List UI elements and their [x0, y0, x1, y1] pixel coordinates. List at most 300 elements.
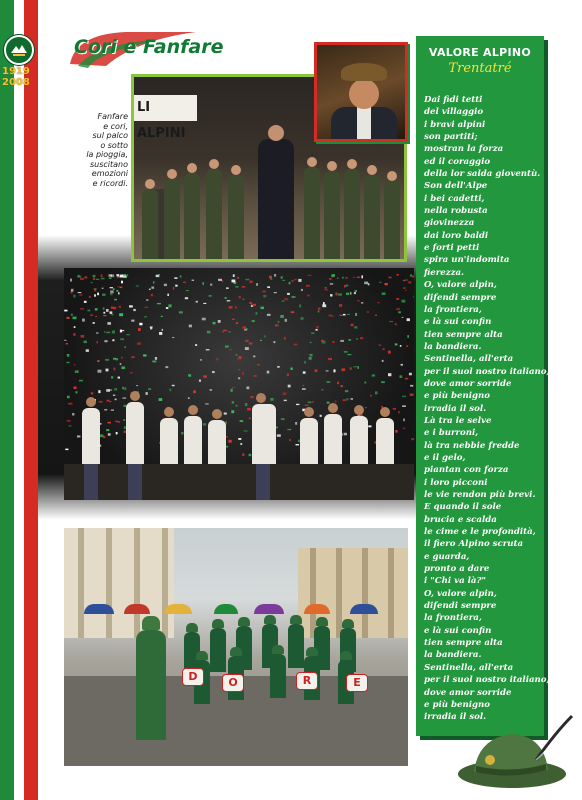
confetti-piece	[109, 401, 111, 402]
confetti-piece	[205, 403, 209, 404]
confetti-piece	[276, 427, 278, 429]
confetti-piece	[335, 293, 337, 296]
confetti-piece	[243, 299, 245, 300]
poem-line: i bei cadetti,	[424, 193, 485, 204]
confetti-piece	[218, 320, 221, 323]
confetti-piece	[77, 436, 80, 438]
confetti-piece	[289, 439, 291, 441]
poem-line: dai loro baldi	[424, 230, 489, 241]
confetti-piece	[114, 388, 117, 391]
confetti-piece	[301, 289, 303, 291]
poem-line: e guarda,	[424, 551, 470, 562]
confetti-piece	[69, 425, 72, 426]
confetti-piece	[345, 277, 348, 278]
confetti-piece	[237, 277, 239, 279]
poem-line: Dai fidi tetti	[424, 95, 483, 105]
confetti-piece	[348, 339, 351, 341]
confetti-piece	[172, 385, 175, 386]
confetti-piece	[401, 364, 403, 366]
confetti-piece	[361, 302, 363, 303]
poem-line: O, valore alpin,	[424, 280, 497, 291]
confetti-piece	[93, 278, 95, 280]
confetti-piece	[112, 331, 115, 334]
confetti-piece	[169, 389, 171, 392]
confetti-piece	[284, 298, 287, 300]
confetti-piece	[379, 282, 382, 283]
confetti-piece	[98, 390, 100, 393]
confetti-piece	[96, 279, 100, 280]
confetti-piece	[370, 395, 372, 397]
confetti-piece	[232, 280, 236, 283]
confetti-piece	[244, 329, 247, 330]
confetti-piece	[192, 280, 195, 281]
confetti-piece	[408, 281, 411, 283]
confetti-piece	[111, 376, 113, 378]
confetti-piece	[188, 397, 190, 399]
confetti-piece	[410, 394, 414, 396]
poem-line: dove amor sorride	[424, 687, 512, 698]
confetti-piece	[249, 302, 252, 304]
confetti-piece	[226, 287, 229, 289]
confetti-piece	[239, 296, 241, 298]
confetti-piece	[298, 279, 301, 282]
confetti-piece	[155, 357, 157, 360]
flag-stripe-green	[0, 0, 14, 800]
confetti-piece	[144, 316, 147, 317]
confetti-piece	[133, 309, 136, 311]
confetti-piece	[97, 293, 99, 296]
confetti-piece	[410, 385, 413, 387]
confetti-piece	[106, 429, 109, 431]
confetti-piece	[318, 311, 320, 313]
confetti-piece	[291, 311, 294, 313]
confetti-piece	[351, 324, 354, 327]
poem-line: e i burroni,	[424, 428, 479, 439]
confetti-piece	[166, 307, 168, 309]
confetti-piece	[175, 285, 177, 287]
confetti-piece	[74, 387, 77, 390]
confetti-piece	[121, 367, 125, 370]
confetti-piece	[229, 306, 233, 309]
confetti-piece	[180, 275, 182, 278]
confetti-piece	[235, 306, 237, 308]
confetti-piece	[73, 295, 75, 298]
confetti-piece	[246, 387, 249, 390]
stage-banner: LI ALPINI	[134, 95, 197, 121]
confetti-piece	[116, 432, 118, 434]
confetti-piece	[329, 278, 332, 280]
confetti-piece	[409, 373, 412, 376]
musician	[142, 189, 158, 259]
confetti-piece	[347, 354, 351, 355]
confetti-piece	[123, 419, 125, 420]
poem-line: i loro picconi	[424, 477, 488, 488]
poem-line: fierezza.	[424, 267, 465, 278]
confetti-piece	[66, 343, 68, 345]
confetti-piece	[118, 377, 120, 379]
confetti-piece	[116, 290, 118, 292]
confetti-piece	[340, 340, 344, 342]
poem-line: dove amor sorride	[424, 378, 512, 389]
confetti-piece	[103, 307, 105, 309]
confetti-piece	[127, 334, 130, 335]
confetti-piece	[303, 385, 305, 387]
confetti-piece	[200, 359, 202, 361]
confetti-piece	[231, 410, 234, 413]
confetti-piece	[282, 280, 285, 281]
confetti-piece	[403, 419, 405, 422]
confetti-piece	[193, 391, 196, 394]
confetti-piece	[136, 285, 139, 286]
confetti-piece	[294, 344, 298, 346]
confetti-piece	[64, 310, 67, 312]
poem-line: nella robusta	[424, 206, 488, 217]
confetti-piece	[403, 280, 405, 281]
confetti-piece	[153, 281, 155, 284]
confetti-piece	[195, 344, 197, 346]
confetti-piece	[339, 315, 343, 316]
confetti-piece	[351, 398, 354, 400]
confetti-piece	[183, 282, 186, 283]
confetti-piece	[203, 303, 206, 304]
confetti-piece	[94, 289, 96, 292]
confetti-piece	[302, 388, 306, 390]
poem-line: e forti petti	[424, 243, 480, 254]
confetti-piece	[104, 340, 107, 342]
confetti-piece	[396, 308, 400, 310]
confetti-piece	[67, 354, 69, 357]
poem-line: i bravi alpini	[424, 119, 486, 130]
confetti-piece	[296, 404, 299, 405]
confetti-piece	[305, 405, 309, 406]
confetti-piece	[270, 398, 273, 401]
confetti-piece	[72, 413, 74, 416]
confetti-piece	[120, 275, 124, 278]
year-start: 1919	[2, 66, 30, 77]
poem-line: la bandiera.	[424, 650, 482, 661]
confetti-piece	[78, 275, 80, 277]
confetti-piece	[232, 387, 236, 388]
confetti-piece	[203, 375, 206, 378]
confetti-piece	[389, 321, 393, 322]
confetti-piece	[210, 389, 213, 391]
confetti-piece	[118, 286, 121, 287]
confetti-piece	[403, 287, 406, 288]
choir-director	[252, 404, 276, 464]
confetti-piece	[232, 319, 235, 320]
confetti-piece	[242, 286, 245, 287]
confetti-piece	[225, 345, 229, 347]
confetti-piece	[102, 294, 105, 296]
confetti-piece	[185, 297, 188, 299]
confetti-piece	[343, 399, 346, 401]
confetti-piece	[309, 354, 312, 357]
poem-line: Sentinella, all'erta	[424, 662, 514, 673]
confetti-piece	[406, 345, 408, 347]
confetti-piece	[74, 364, 76, 366]
confetti-piece	[397, 274, 399, 276]
confetti-piece	[110, 293, 113, 295]
confetti-piece	[199, 380, 201, 382]
poem-line: irradia il sol.	[424, 403, 487, 414]
confetti-piece	[341, 385, 343, 387]
choir-singer	[160, 418, 178, 464]
confetti-piece	[240, 420, 244, 422]
confetti-piece	[120, 363, 122, 365]
confetti-piece	[110, 311, 113, 314]
confetti-piece	[164, 284, 167, 286]
confetti-piece	[347, 314, 350, 315]
confetti-piece	[299, 304, 301, 307]
poem-line: difendi sempre	[424, 601, 497, 612]
confetti-piece	[105, 359, 109, 361]
confetti-piece	[410, 274, 412, 276]
poem-line: piantan con forza	[424, 465, 509, 476]
confetti-piece	[283, 392, 287, 395]
confetti-piece	[111, 307, 114, 309]
confetti-piece	[143, 354, 147, 356]
confetti-piece	[79, 380, 83, 382]
alpini-logo-icon	[4, 35, 34, 65]
confetti-piece	[168, 304, 171, 307]
poem-line: tien sempre alta	[424, 329, 503, 340]
confetti-piece	[189, 325, 192, 328]
confetti-piece	[403, 428, 405, 429]
confetti-piece	[407, 335, 409, 338]
confetti-piece	[136, 385, 138, 386]
confetti-piece	[71, 289, 74, 292]
confetti-piece	[338, 293, 342, 295]
confetti-piece	[149, 289, 151, 290]
flag-stripe-red	[24, 0, 38, 800]
confetti-piece	[316, 329, 318, 331]
confetti-piece	[228, 440, 231, 443]
confetti-piece	[275, 324, 278, 326]
confetti-piece	[295, 422, 297, 425]
confetti-piece	[150, 326, 153, 327]
confetti-piece	[80, 278, 84, 280]
confetti-piece	[113, 358, 116, 360]
confetti-piece	[233, 274, 235, 277]
confetti-piece	[395, 343, 398, 345]
singer-portrait-photo	[314, 42, 408, 142]
confetti-piece	[280, 315, 284, 318]
confetti-piece	[67, 420, 71, 421]
poem-line: e più benigno	[424, 391, 490, 402]
confetti-piece	[321, 340, 323, 342]
poem-line: e il gelo,	[424, 452, 466, 463]
poem-line: la bandiera.	[424, 341, 482, 352]
confetti-piece	[106, 309, 109, 312]
portrait-face	[349, 79, 379, 109]
confetti-piece	[113, 395, 115, 396]
confetti-piece	[115, 399, 117, 401]
confetti-piece	[95, 316, 97, 317]
confetti-piece	[116, 274, 119, 276]
confetti-piece	[382, 360, 384, 362]
confetti-piece	[335, 401, 337, 403]
confetti-piece	[270, 278, 272, 279]
confetti-piece	[75, 371, 79, 373]
confetti-piece	[96, 341, 98, 343]
confetti-piece	[346, 285, 348, 287]
confetti-piece	[325, 287, 327, 289]
confetti-piece	[344, 351, 348, 353]
musician	[184, 173, 200, 259]
confetti-piece	[405, 290, 407, 291]
confetti-piece	[80, 308, 84, 310]
confetti-piece	[254, 375, 257, 377]
confetti-piece	[119, 306, 121, 308]
confetti-piece	[356, 338, 358, 340]
confetti-piece	[388, 351, 391, 354]
confetti-piece	[85, 276, 88, 278]
confetti-piece	[312, 402, 314, 403]
confetti-piece	[244, 431, 248, 432]
confetti-piece	[257, 364, 259, 365]
choir-singer	[376, 418, 394, 464]
confetti-piece	[114, 299, 117, 301]
confetti-piece	[378, 302, 380, 303]
poem-line: pronto a dare	[424, 564, 490, 575]
confetti-piece	[249, 418, 251, 420]
confetti-piece	[247, 408, 251, 411]
confetti-piece	[249, 343, 253, 345]
confetti-piece	[345, 390, 348, 392]
confetti-piece	[281, 276, 283, 278]
confetti-piece	[174, 277, 177, 278]
confetti-piece	[328, 358, 332, 360]
confetti-piece	[343, 314, 346, 316]
confetti-piece	[245, 279, 249, 281]
choir-singer	[300, 418, 318, 464]
poem-line: E quando il sole	[424, 502, 502, 513]
drum: R	[296, 672, 318, 690]
confetti-piece	[123, 275, 127, 278]
confetti-piece	[402, 300, 406, 303]
choir-singer	[184, 416, 202, 464]
confetti-piece	[236, 322, 238, 324]
confetti-piece	[93, 275, 96, 278]
choir-singer	[126, 402, 144, 464]
musician	[364, 175, 380, 259]
confetti-piece	[245, 403, 247, 406]
confetti-piece	[332, 341, 334, 343]
band-marcher	[210, 628, 226, 672]
confetti-piece	[209, 295, 212, 297]
confetti-piece	[213, 322, 216, 324]
flag-stripe-white	[14, 0, 24, 800]
confetti-piece	[67, 396, 70, 399]
confetti-piece	[398, 411, 400, 413]
confetti-piece	[196, 301, 198, 303]
confetti-piece	[73, 333, 75, 336]
band-marcher	[288, 624, 304, 668]
drum: O	[222, 674, 244, 692]
confetti-piece	[111, 314, 113, 315]
confetti-piece	[165, 366, 168, 368]
confetti-piece	[73, 317, 77, 320]
choir-singer	[350, 416, 368, 464]
confetti-piece	[202, 318, 206, 321]
confetti-piece	[91, 392, 93, 394]
confetti-piece	[218, 279, 222, 281]
poem-line: del villaggio	[424, 107, 484, 118]
confetti-piece	[86, 349, 89, 352]
confetti-piece	[145, 307, 149, 308]
poem-panel	[416, 36, 550, 736]
confetti-piece	[107, 322, 111, 325]
confetti-stage-photo	[64, 268, 414, 500]
band-marcher	[270, 654, 286, 698]
poem-line: son partiti;	[424, 132, 478, 143]
confetti-piece	[106, 389, 110, 392]
poem-line: là tra nebbie fredde	[424, 440, 520, 451]
confetti-piece	[101, 275, 103, 278]
confetti-piece	[121, 357, 123, 359]
confetti-piece	[339, 304, 342, 307]
confetti-piece	[151, 294, 153, 296]
confetti-piece	[402, 317, 404, 318]
confetti-piece	[354, 292, 356, 294]
poem-line: e là sui confin	[424, 317, 492, 328]
poem-line: giovinezza	[424, 218, 475, 229]
confetti-piece	[400, 345, 402, 347]
confetti-piece	[309, 357, 312, 360]
confetti-piece	[337, 382, 339, 385]
confetti-piece	[400, 375, 403, 378]
confetti-piece	[93, 322, 95, 324]
confetti-piece	[287, 429, 291, 430]
poem-line: mostran la forza	[424, 144, 504, 155]
confetti-piece	[111, 410, 114, 411]
confetti-piece	[119, 313, 123, 316]
year-end: 2008	[2, 77, 30, 88]
confetti-piece	[64, 340, 67, 341]
confetti-piece	[240, 443, 242, 445]
confetti-piece	[395, 430, 397, 433]
confetti-piece	[277, 434, 281, 436]
portrait-hat	[341, 63, 387, 81]
confetti-piece	[365, 407, 367, 408]
confetti-piece	[206, 349, 210, 350]
confetti-piece	[249, 454, 252, 456]
parade-photo	[64, 528, 408, 766]
confetti-piece	[269, 276, 272, 279]
poem-line: le cime e le profondità,	[424, 527, 536, 538]
confetti-piece	[326, 370, 329, 371]
confetti-piece	[281, 418, 285, 420]
confetti-piece	[337, 278, 339, 279]
confetti-piece	[357, 300, 359, 302]
confetti-piece	[120, 338, 124, 340]
confetti-piece	[407, 318, 410, 321]
drum: D	[182, 668, 204, 686]
confetti-piece	[146, 392, 148, 395]
confetti-piece	[124, 387, 126, 390]
confetti-piece	[326, 382, 330, 383]
confetti-piece	[261, 307, 265, 310]
confetti-piece	[288, 385, 291, 388]
confetti-piece	[334, 369, 336, 372]
confetti-piece	[251, 396, 254, 398]
page-title: Cori e Fanfare	[74, 36, 224, 58]
confetti-piece	[364, 382, 366, 384]
confetti-piece	[67, 362, 70, 363]
confetti-piece	[82, 319, 85, 322]
poem-line: tien sempre alta	[424, 638, 503, 649]
confetti-piece	[173, 287, 175, 290]
